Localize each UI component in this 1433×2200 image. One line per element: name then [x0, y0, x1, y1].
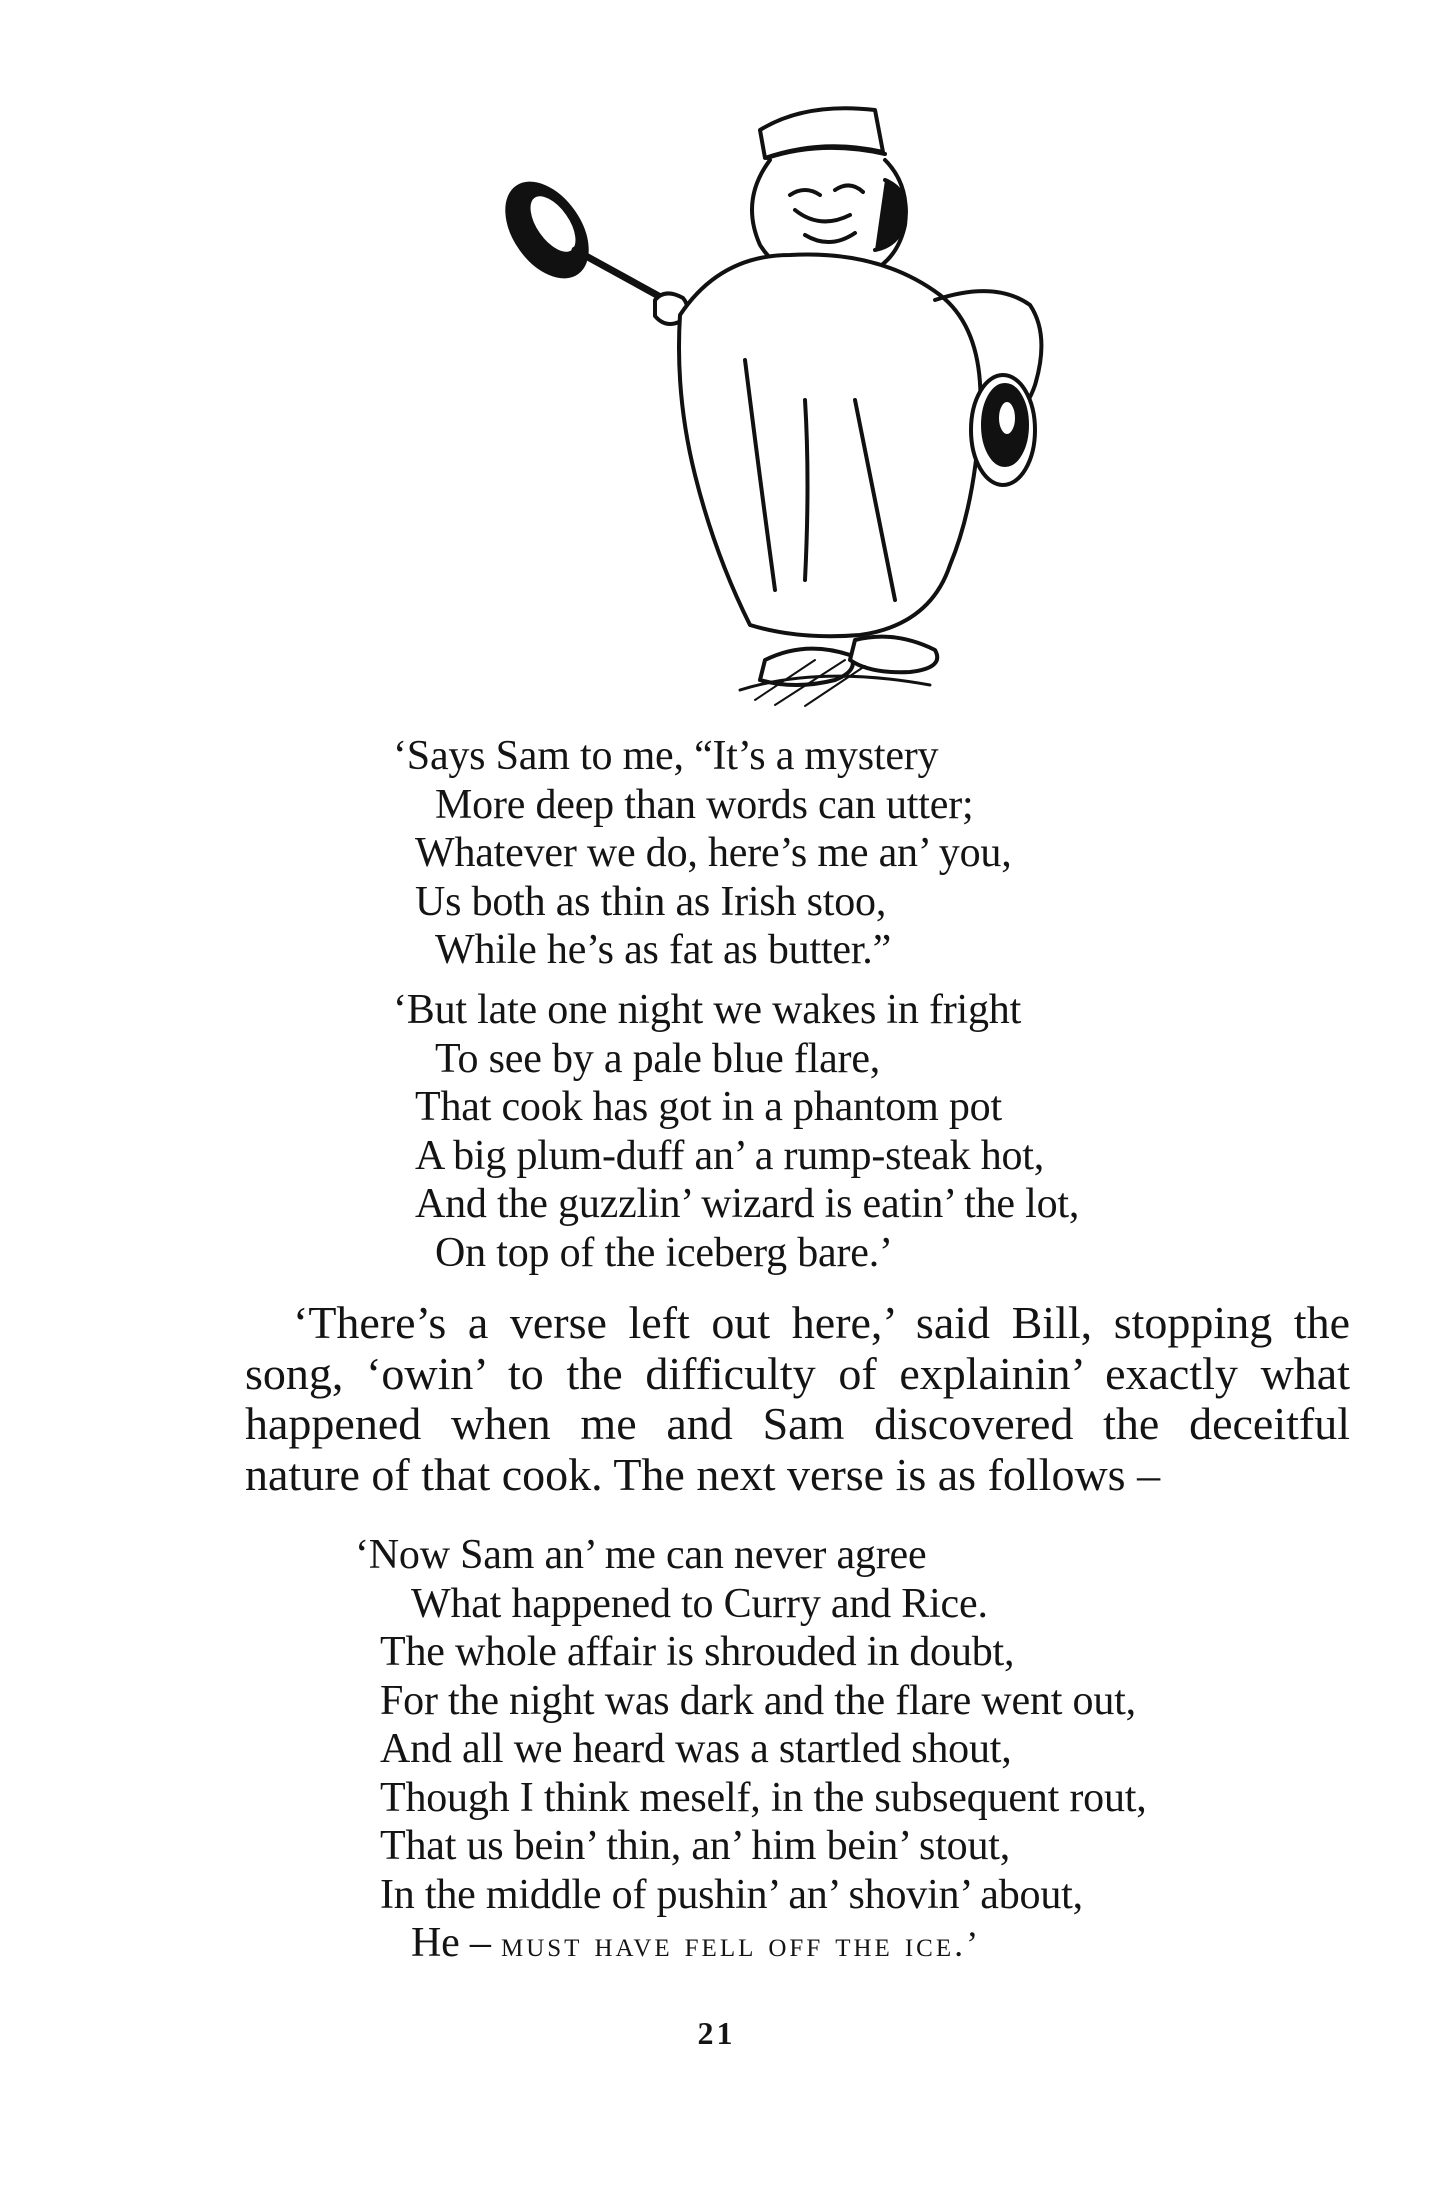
- cook-illustration: [505, 100, 1085, 720]
- verse-line: Whatever we do, here’s me an’ you,: [415, 830, 1012, 876]
- prose-line: happened when me and Sam discovered the deceitful: [245, 1398, 1350, 1449]
- verse-line: To see by a pale blue flare,: [435, 1035, 881, 1082]
- stanza-2: [393, 986, 1079, 1277]
- stanza-1: [393, 732, 1012, 975]
- prose-line: song, ‘owin’ to the difficulty of explainin’ exactly what: [245, 1347, 1350, 1399]
- verse-line: ‘Now Sam an’ me can never agree: [355, 1532, 927, 1578]
- verse-line: That us bein’ thin, an’ him bein’ stout,: [380, 1823, 1011, 1869]
- verse-line: For the night was dark and the flare went out,: [380, 1677, 1136, 1724]
- prose-paragraph: [245, 1298, 1350, 1500]
- verse-line: Us both as thin as Irish stoo,: [415, 878, 887, 925]
- verse-line: On top of the iceberg bare.’: [435, 1229, 893, 1276]
- verse-line: In the middle of pushin’ an’ shovin’ about,: [380, 1871, 1083, 1918]
- verse-line: That cook has got in a phantom pot: [415, 1084, 1002, 1130]
- verse-line: Though I think meself, in the subsequent rout,: [380, 1774, 1147, 1821]
- verse-line: While he’s as fat as butter.”: [435, 927, 892, 973]
- verse-line: And the guzzlin’ wizard is eatin’ the lot,: [415, 1181, 1080, 1227]
- prose-line: ‘There’s a verse left out here,’ said Bill, stopping the: [293, 1297, 1350, 1348]
- verse-line: And all we heard was a startled shout,: [380, 1726, 1012, 1772]
- cook-drawing: [505, 100, 1085, 720]
- verse-line: What happened to Curry and Rice.: [411, 1580, 988, 1627]
- prose-line: nature of that cook. The next verse is as follows –: [245, 1448, 1161, 1500]
- verse-line: More deep than words can utter;: [435, 781, 974, 828]
- verse-line: ‘But late one night we wakes in fright: [393, 987, 1022, 1033]
- verse-line: The whole affair is shrouded in doubt,: [380, 1629, 1015, 1675]
- page-number: 21: [697, 2015, 736, 2051]
- stanza-3: [355, 1531, 1147, 1969]
- last-line-lead: He –: [411, 1920, 501, 1966]
- verse-line: ‘Says Sam to me, “It’s a mystery: [393, 733, 939, 779]
- verse-line-last: [355, 1919, 1147, 1969]
- last-line-small-caps: must have fell off the ice.’: [500, 1924, 982, 1964]
- verse-line: A big plum-duff an’ a rump-steak hot,: [415, 1132, 1045, 1179]
